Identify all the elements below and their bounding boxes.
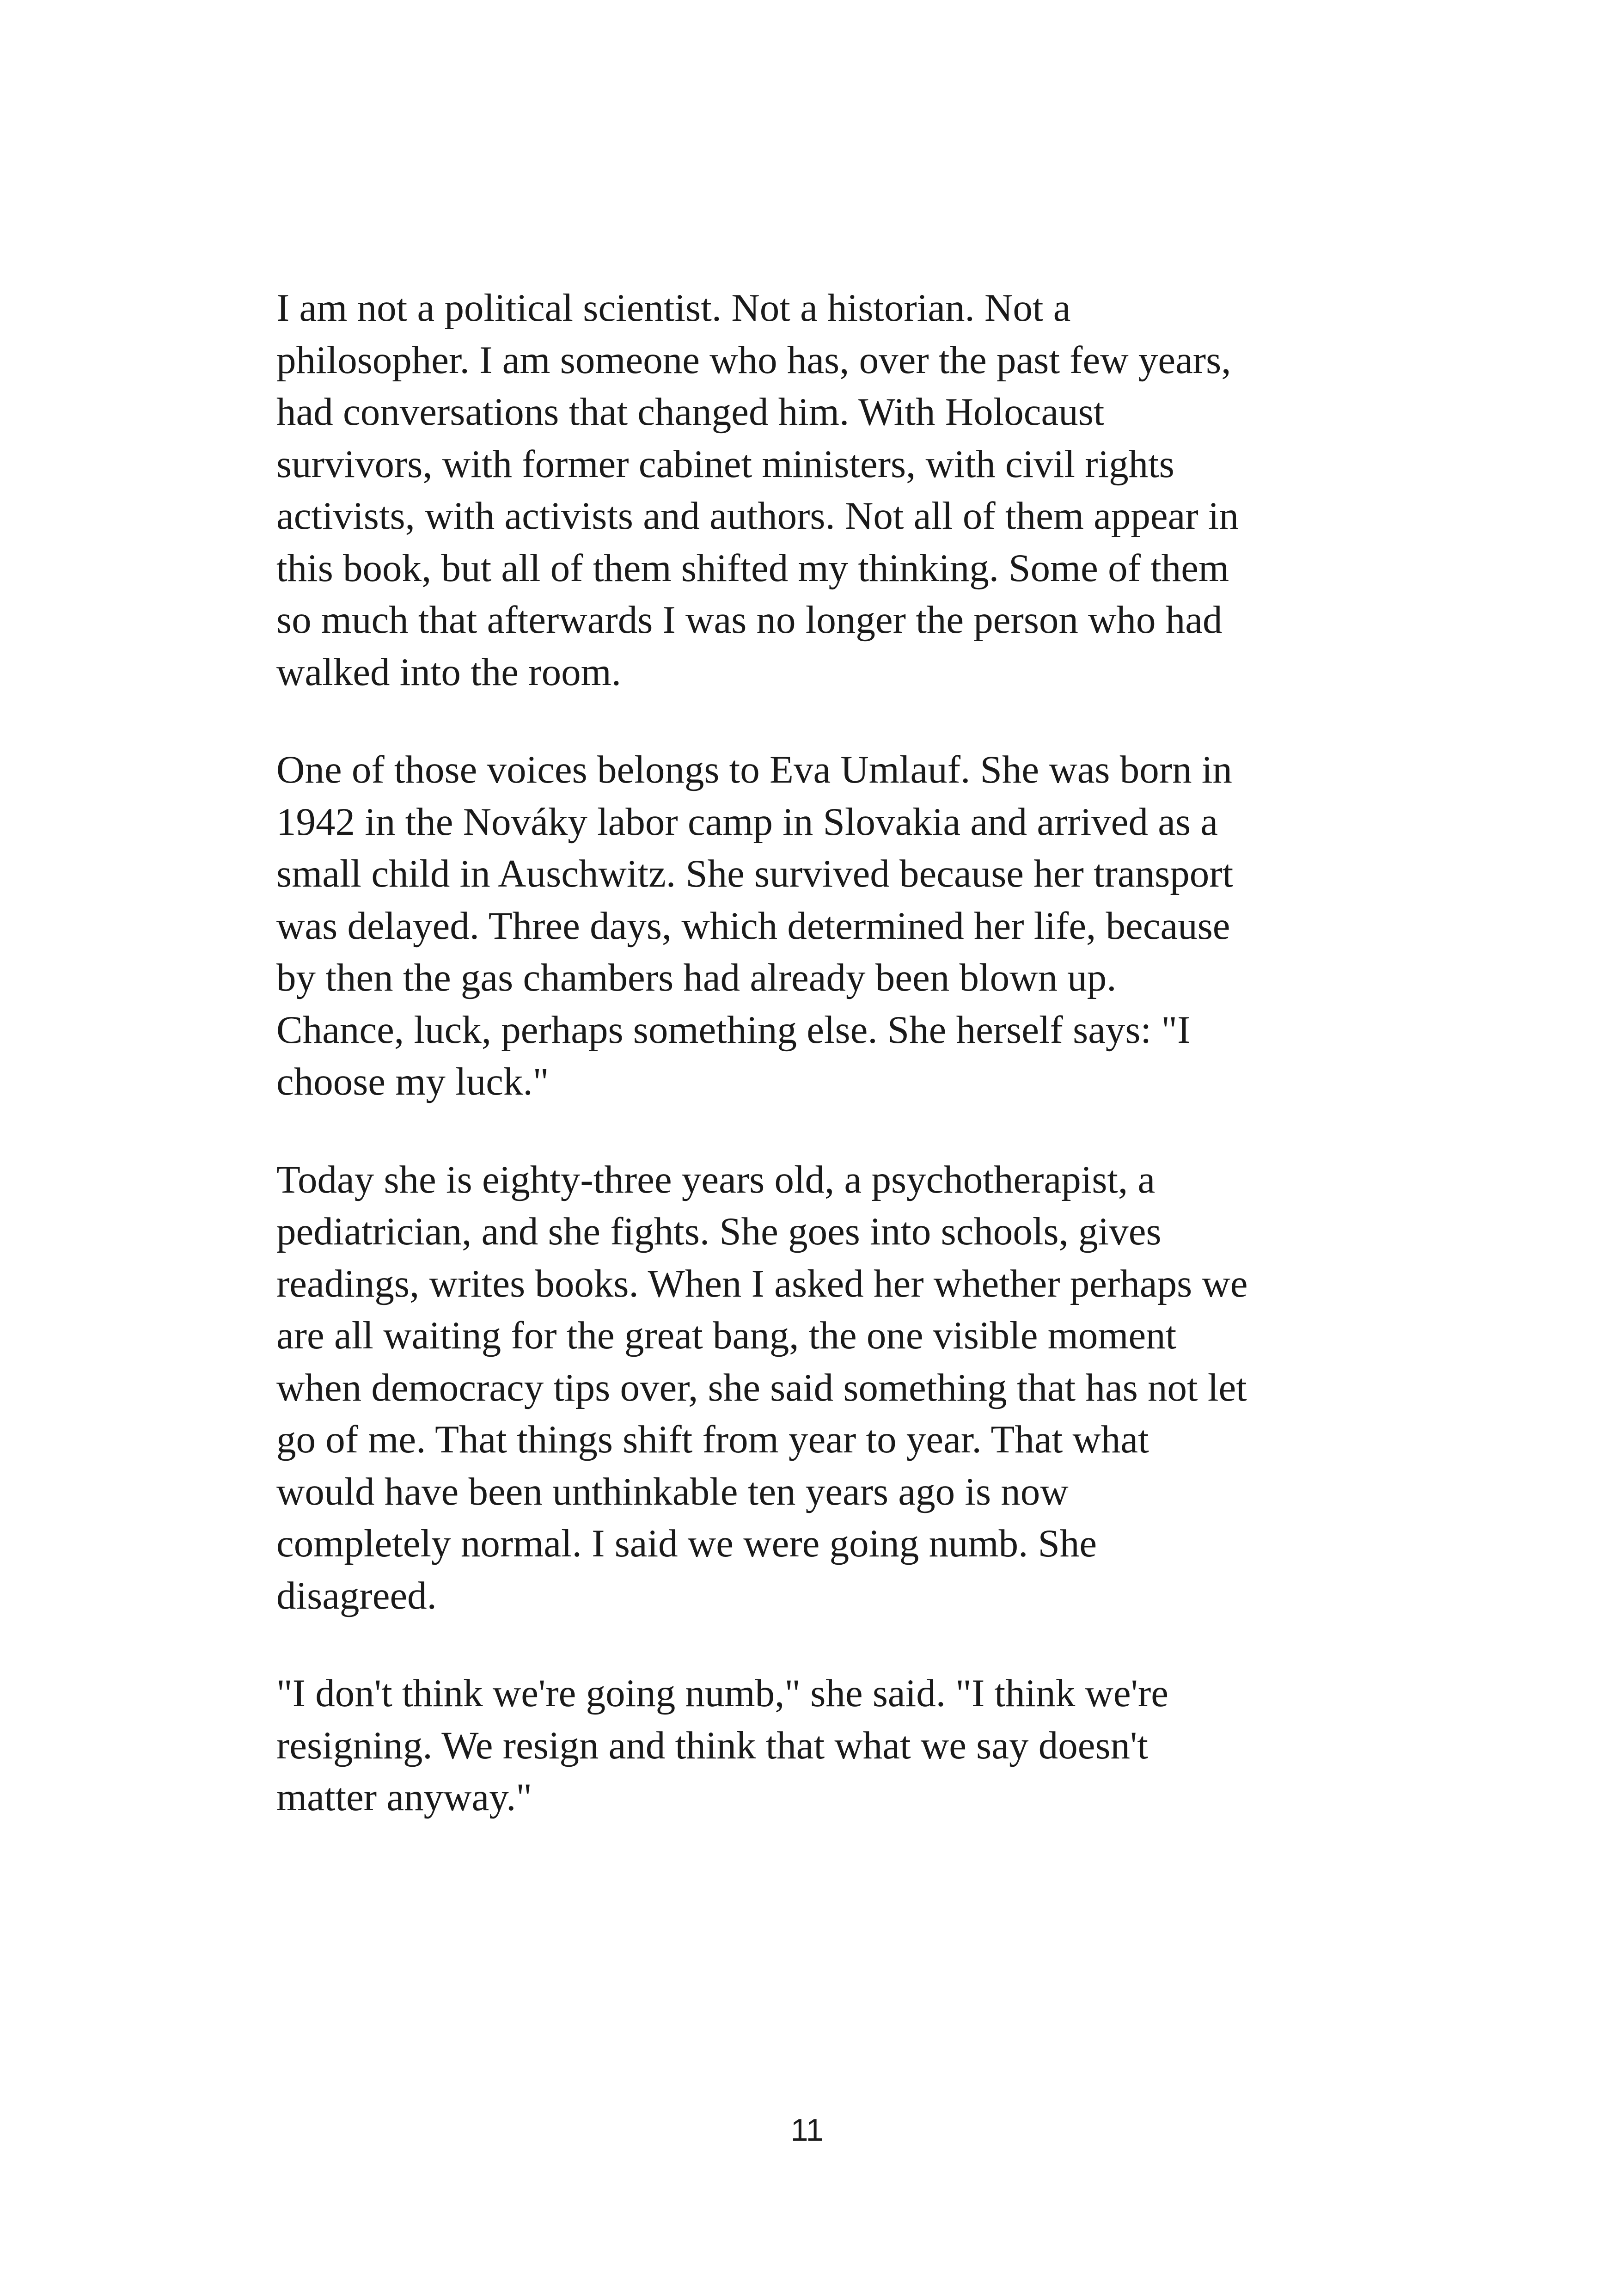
text-line: would have been unthinkable ten years ago is now [276,1469,1069,1513]
text-line: by then the gas chambers had already been blown up. [276,956,1117,999]
text-line: are all waiting for the great bang, the one visible moment [276,1314,1177,1357]
text-line: philosopher. I am someone who has, over the past few years, [276,338,1231,382]
text-line: activists, with activists and authors. Not all of them appear in [276,494,1239,538]
text-line: matter anyway." [276,1776,532,1819]
text-line: this book, but all of them shifted my thinking. Some of them [276,546,1229,590]
text-line: resigning. We resign and think that what we say doesn't [276,1723,1148,1767]
text-line: 1942 in the Nováky labor camp in Slovakia and arrived as a [276,800,1218,844]
text-line: "I don't think we're going numb," she said. "I think we're [276,1671,1168,1715]
text-line: was delayed. Three days, which determined her life, because [276,904,1230,948]
text-line: go of me. That things shift from year to year. That what [276,1418,1149,1461]
text-line: had conversations that changed him. With Holocaust [276,390,1105,434]
text-line: One of those voices belongs to Eva Umlauf. She was born in [276,748,1232,791]
text-line: so much that afterwards I was no longer the person who had [276,598,1223,642]
text-line: Chance, luck, perhaps something else. She herself says: "I [276,1008,1191,1052]
text-line: small child in Auschwitz. She survived because her transport [276,852,1234,895]
text-line: choose my luck." [276,1060,549,1103]
text-line: completely normal. I said we were going numb. She [276,1522,1097,1565]
text-line: Today she is eighty-three years old, a psychotherapist, a [276,1157,1155,1201]
text-line: when democracy tips over, she said something that has not let [276,1365,1247,1409]
text-line: readings, writes books. When I asked her whether perhaps we [276,1261,1248,1305]
text-line: pediatrician, and she fights. She goes into schools, gives [276,1210,1162,1253]
paragraph-1 [276,282,1349,698]
text-line: I am not a political scientist. Not a historian. Not a [276,286,1071,330]
paragraph-4 [276,1667,1349,1824]
body-text [276,282,1349,1869]
text-line: survivors, with former cabinet ministers, with civil rights [276,442,1174,486]
paragraph-3 [276,1154,1349,1622]
text-line: disagreed. [276,1574,437,1617]
paragraph-2 [276,744,1349,1108]
text-line: walked into the room. [276,650,621,694]
page-number: 11 [790,2112,824,2148]
